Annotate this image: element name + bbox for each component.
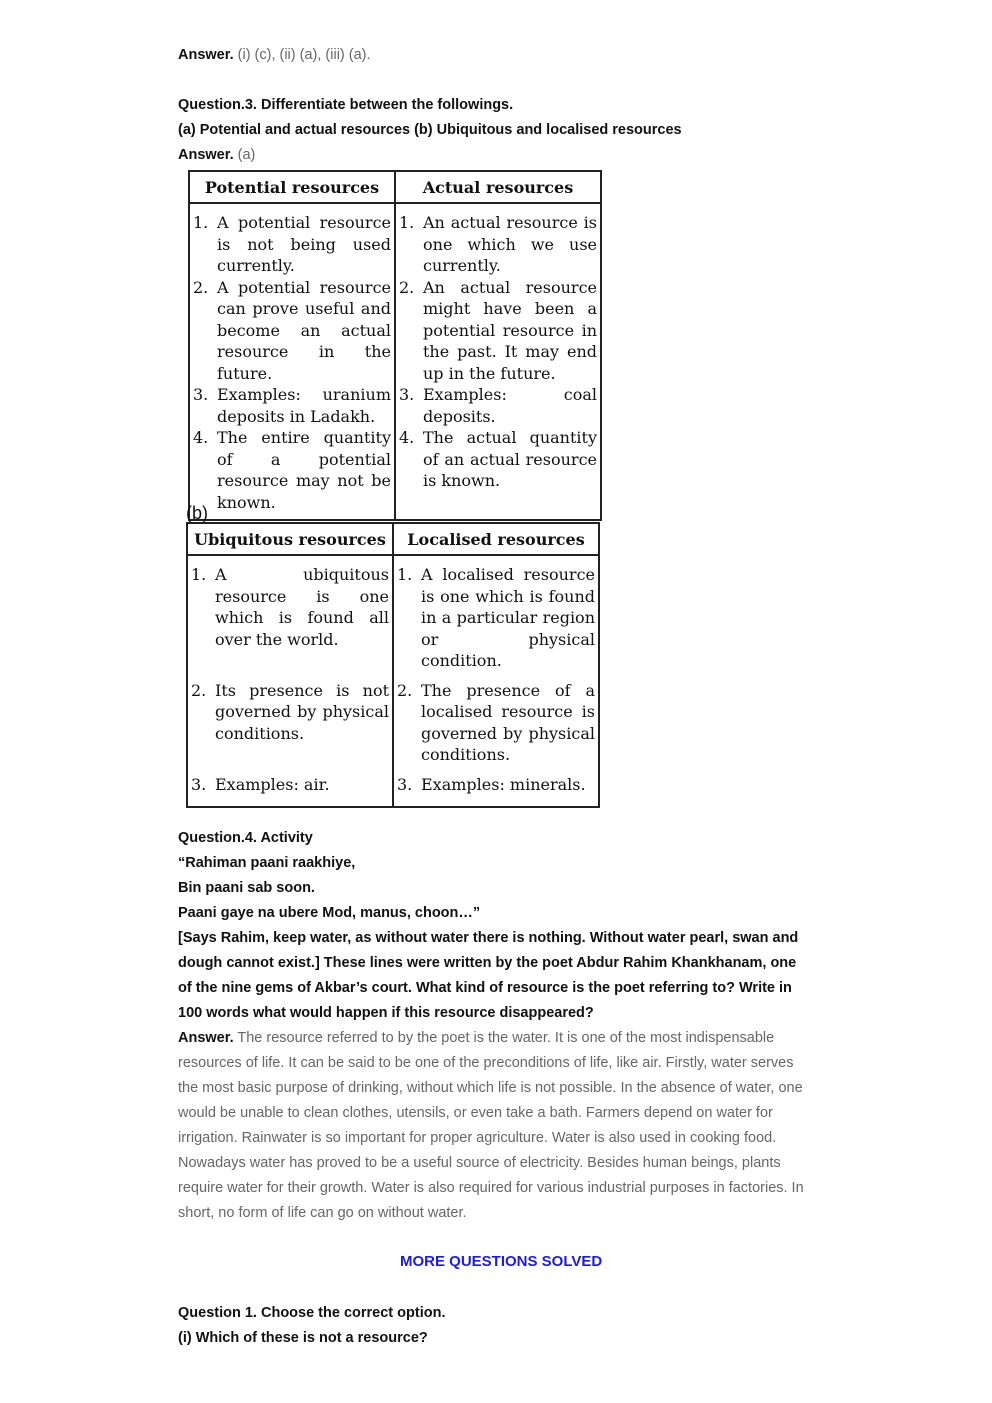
q2-answer — [178, 43, 371, 68]
table-header: Localised resources — [393, 523, 599, 555]
table-b-label: (b) — [186, 503, 208, 523]
table-cell: 2. Its presence is not governed by physical conditions. — [187, 676, 393, 770]
table-cell: 1. A ubiquitous resource is one which is found all over the world. — [187, 555, 393, 676]
more-questions-link[interactable]: MORE QUESTIONS SOLVED — [400, 1253, 603, 1270]
poem-line: Paani gaye na ubere Mod, manus, choon…” — [178, 905, 481, 921]
table-cell: 3. Examples: minerals. — [393, 770, 599, 807]
answer-text: (a) — [233, 147, 256, 163]
question-3-title: Question.3. Differentiate between the followings. — [178, 97, 514, 113]
q4-answer — [178, 1026, 813, 1226]
table-header: Ubiquitous resources — [187, 523, 393, 555]
question-1-sub: (i) Which of these is not a resource? — [178, 1330, 428, 1346]
table-cell: 3. Examples: air. — [187, 770, 393, 807]
table-cell: 1. A localised resource is one which is found in a particular region or physical condition. — [393, 555, 599, 676]
table-header: Potential resources — [189, 171, 395, 203]
table-cell: 2. The presence of a localised resource is governed by physical conditions. — [393, 676, 599, 770]
answer-label: Answer. — [178, 1030, 234, 1046]
potential-vs-actual-table — [188, 170, 602, 521]
answer-label: Answer. — [178, 47, 234, 63]
answer-text: (i) (c), (ii) (a), (iii) (a). — [233, 47, 371, 63]
question-4-prompt: [Says Rahim, keep water, as without water there is nothing. Without water pearl, swan and dough cannot exist.] These lines were written by the poet Abdur Rahim Khankhanam, one of the nine gems of Akbar’s court. What kind of resource is the poet referring to? Write in 100 words what would happen if this resource disappeared? — [178, 930, 799, 1021]
table-cell: 1. An actual resource is one which we use currently. 2. An actual resource might have been a potential resource in the past. It may end up in the future. 3. Examples: coal deposits. 4. The actual quantity of an actual resource is known. — [395, 203, 601, 517]
question-3-sub: (a) Potential and actual resources (b) Ubiquitous and localised resources — [178, 122, 682, 138]
table-cell: 1. A potential resource is not being used currently. 2. A potential resource can prove useful and become an actual resource in the future. 3. Examples: uranium deposits in Ladakh. 4. The entire quantity of a potential resource may not be known. — [189, 203, 395, 517]
question-4-title: Question.4. Activity — [178, 830, 313, 846]
poem-line: Bin paani sab soon. — [178, 880, 315, 896]
ubiquitous-vs-localised-table — [186, 522, 600, 808]
answer-text: The resource referred to by the poet is the water. It is one of the most indispensable resources of life. It can be said to be one of the preconditions of life, like air. Firstly, water serves the most basic purpose of drinking, without which life is not possible. In the absence of water, one would be unable to clean clothes, utensils, or even take a bath. Farmers depend on water for irrigation. Rainwater is so important for proper agriculture. Water is also used in cooking food. Nowadays water has proved to be a useful source of electricity. Besides human beings, plants require water for their growth. Water is also required for various industrial purposes in factories. In short, no form of life can go on without water. — [178, 1030, 804, 1221]
q3-answer — [178, 143, 255, 168]
poem-line: “Rahiman paani raakhiye, — [178, 855, 356, 871]
question-1-title: Question 1. Choose the correct option. — [178, 1305, 446, 1321]
answer-label: Answer. — [178, 147, 234, 163]
table-header: Actual resources — [395, 171, 601, 203]
